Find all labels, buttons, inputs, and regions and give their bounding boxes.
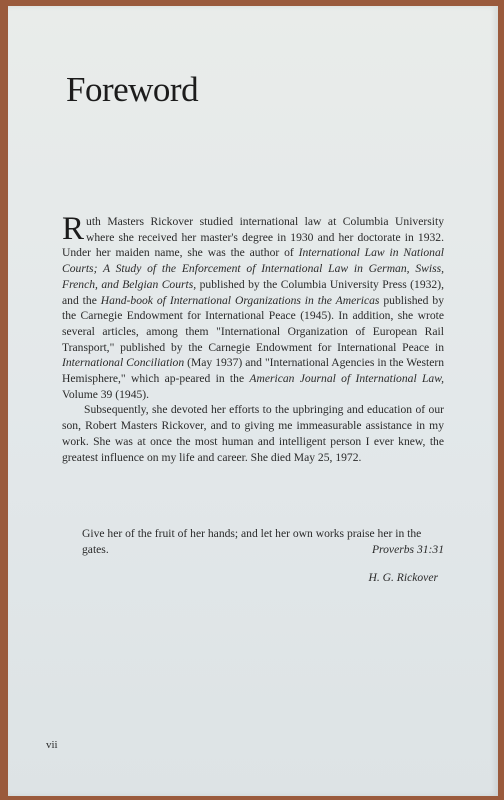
paragraph-2: Subsequently, she devoted her efforts to the upbringing and education of our son, Robert Masters Rickover, and to giving me immeasurable assistance in my work. She was at once the most human and intelligent person I ever knew, the greatest influence on my life and career. She died May 25, 1972. [62,403,444,464]
foreword-body [62,211,445,465]
text-run: uth Masters Rickover studied international law at Columbia University where she received her master's degree in 1930 and her doctorate in 1932. Under her maiden name, she was the author of [62,215,444,260]
quote-text: Give her of the fruit of her hands; and let her own works praise her in the gates. [82,527,422,556]
text-run: published by the Columbia University Press (1932), and the [62,277,444,307]
page-title: Foreword [66,70,199,109]
book-page [8,6,498,796]
journal-title-1: International Conciliation [62,356,185,370]
text-run: (May 1937) and "International Agencies in the Western Hemisphere," which ap-peared in the [62,356,444,386]
quote-citation: Proverbs 31:31 [371,542,444,556]
page-number: vii [46,739,58,751]
book-title-2: Hand-book of International Organizations in the Americas [100,293,380,307]
text-run: Volume 39 (1945). [62,387,150,401]
author-signature: H. G. Rickover [368,571,438,584]
paragraph-1 [62,211,445,402]
epigraph-quote [82,526,444,557]
text-run: published by the Carnegie Endowment for International Peace (1945). In addition, she wrote several articles, among them "International Organization of European Rail Transport," published by the Carnegie Endowment for International Peace in [62,293,445,354]
book-title-1: International Law in National Courts; A Study of the Enforcement of International Law in German, Swiss, French, and Belgian Courts, [62,246,444,291]
journal-title-2: American Journal of International Law, [249,372,444,386]
drop-cap: R [62,211,85,247]
